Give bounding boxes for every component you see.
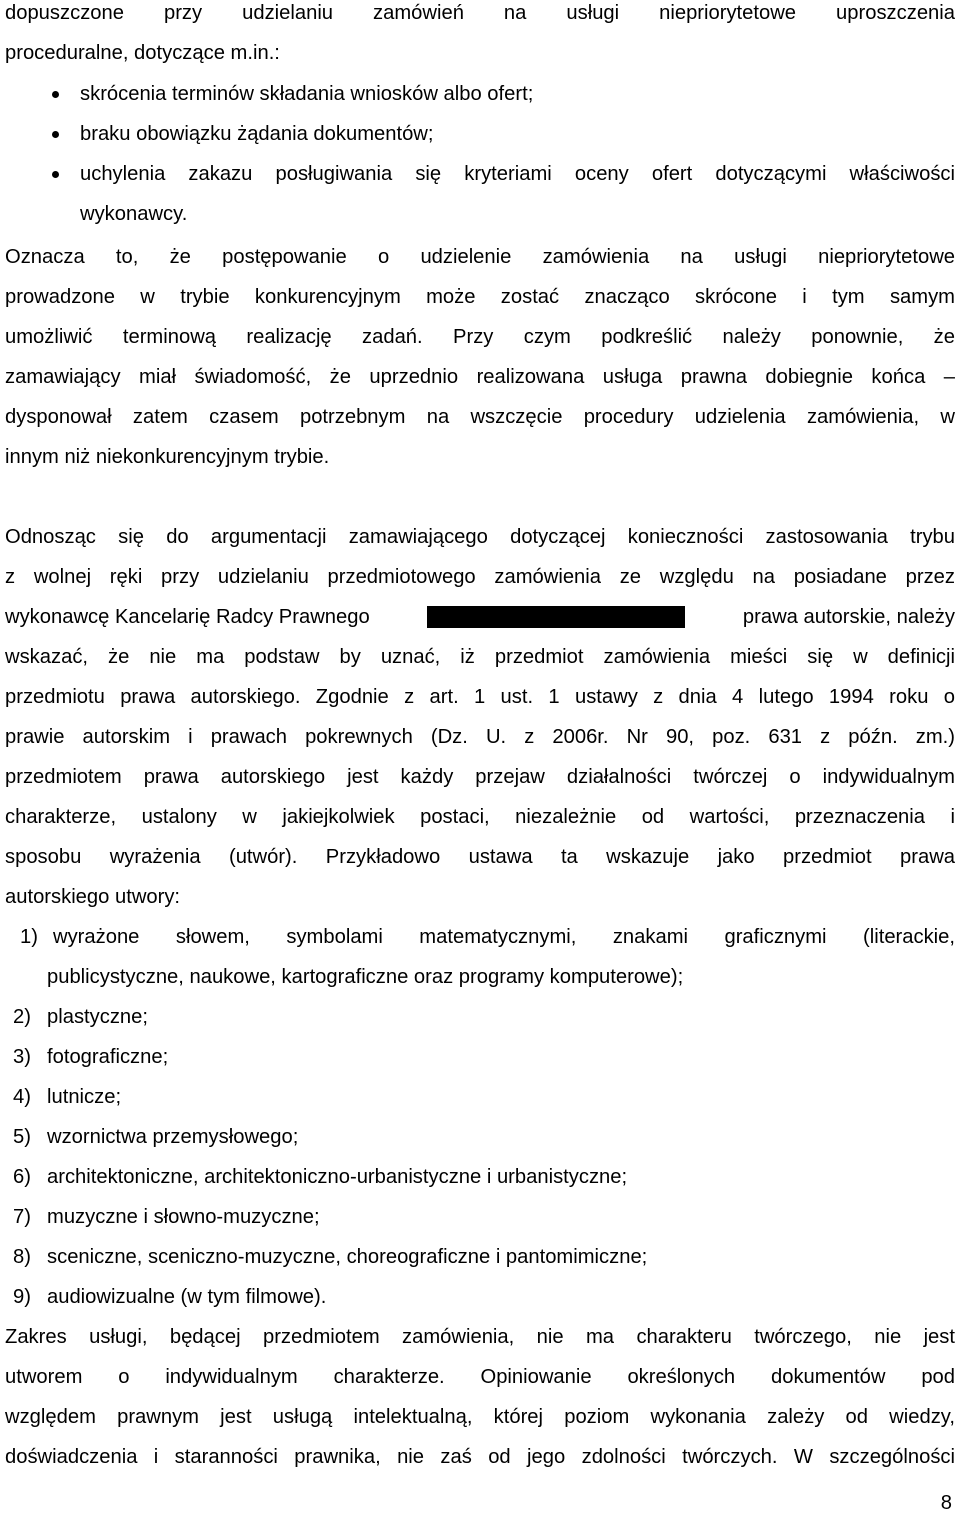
para2-text: wykonawcę Kancelarię Radcy Prawnego	[5, 606, 370, 628]
para1-line: prowadzone w trybie konkurencyjnym może zostać znacząco skrócone i tym samym	[5, 286, 955, 308]
para3-line: doświadczenia i staranności prawnika, nie zaś od jego zdolności twórczych. W szczególności	[5, 1446, 955, 1468]
para1-line: dysponował zatem czasem potrzebnym na wszczęcie procedury udzielenia zamówienia, w	[5, 406, 955, 428]
para1-line: zamawiający miał świadomość, że uprzednio realizowana usługa prawna dobiegnie końca –	[5, 366, 955, 388]
list-item-continuation: publicystyczne, naukowe, kartograficzne oraz programy komputerowe);	[47, 966, 684, 988]
list-item: audiowizualne (w tym filmowe).	[47, 1286, 327, 1308]
para1-line: Oznacza to, że postępowanie o udzielenie zamówienia na usługi niepriorytetowe	[5, 246, 955, 268]
list-number: 2)	[13, 1006, 31, 1028]
list-item: architektoniczne, architektoniczno-urbanistyczne i urbanistyczne;	[47, 1166, 628, 1188]
page-number: 8	[940, 1492, 952, 1514]
list-item: fotograficzne;	[47, 1046, 169, 1068]
para1-line: umożliwić terminową realizację zadań. Przy czym podkreślić należy ponownie, że	[5, 326, 955, 348]
bullet-icon	[52, 131, 59, 138]
list-number: 9)	[13, 1286, 31, 1308]
para2-line: charakterze, ustalony w jakiejkolwiek postaci, niezależnie od wartości, przeznaczenia i	[5, 806, 955, 828]
para3-line: względem prawnym jest usługą intelektualną, której poziom wykonania zależy od wiedzy,	[5, 1406, 955, 1428]
para2-text: prawa autorskie, należy	[742, 606, 955, 628]
list-item: plastyczne;	[47, 1006, 148, 1028]
bullet-item: skrócenia terminów składania wniosków albo ofert;	[80, 83, 534, 105]
para2-line: z wolnej ręki przy udzielaniu przedmiotowego zamówienia ze względu na posiadane przez	[5, 566, 955, 588]
para2-line-redacted	[5, 605, 955, 629]
list-item: muzyczne i słowno-muzyczne;	[47, 1206, 320, 1228]
para2-line: Odnosząc się do argumentacji zamawiającego dotyczącej konieczności zastosowania trybu	[5, 526, 955, 548]
list-item: sceniczne, sceniczno-muzyczne, choreograficzne i pantomimiczne;	[47, 1246, 648, 1268]
list-number: 6)	[13, 1166, 31, 1188]
list-number: 1)	[20, 926, 38, 948]
para3-line: Zakres usługi, będącej przedmiotem zamówienia, nie ma charakteru twórczego, nie jest	[5, 1326, 955, 1348]
list-item: lutnicze;	[47, 1086, 122, 1108]
list-number: 8)	[13, 1246, 31, 1268]
list-item: wyrażone słowem, symbolami matematycznymi, znakami graficznymi (literackie,	[53, 926, 955, 948]
intro-line-2: proceduralne, dotyczące m.in.:	[5, 42, 280, 64]
para2-line: prawie autorskim i prawach pokrewnych (Dz. U. z 2006r. Nr 90, poz. 631 z późn. zm.)	[5, 726, 955, 748]
para2-line: przedmiotu prawa autorskiego. Zgodnie z art. 1 ust. 1 ustawy z dnia 4 lutego 1994 roku o	[5, 686, 955, 708]
para2-line: autorskiego utwory:	[5, 886, 181, 908]
bullet-icon	[52, 91, 59, 98]
list-item: wzornictwa przemysłowego;	[47, 1126, 299, 1148]
para1-line: innym niż niekonkurencyjnym trybie.	[5, 446, 330, 468]
bullet-item-continuation: wykonawcy.	[80, 203, 188, 225]
para2-line: przedmiotem prawa autorskiego jest każdy przejaw działalności twórczej o indywidualnym	[5, 766, 955, 788]
list-number: 7)	[13, 1206, 31, 1228]
list-number: 5)	[13, 1126, 31, 1148]
bullet-item: uchylenia zakazu posługiwania się kryteriami oceny ofert dotyczącymi właściwości	[80, 163, 955, 185]
para2-line: sposobu wyrażenia (utwór). Przykładowo ustawa ta wskazuje jako przedmiot prawa	[5, 846, 955, 868]
intro-line-1: dopuszczone przy udzielaniu zamówień na usługi niepriorytetowe uproszczenia	[5, 2, 955, 24]
para2-line: wskazać, że nie ma podstaw by uznać, iż przedmiot zamówienia mieści się w definicji	[5, 646, 955, 668]
bullet-item: braku obowiązku żądania dokumentów;	[80, 123, 434, 145]
list-number: 3)	[13, 1046, 31, 1068]
bullet-icon	[52, 171, 59, 178]
para3-line: utworem o indywidualnym charakterze. Opiniowanie określonych dokumentów pod	[5, 1366, 955, 1388]
list-number: 4)	[13, 1086, 31, 1108]
redaction-box	[427, 606, 685, 628]
